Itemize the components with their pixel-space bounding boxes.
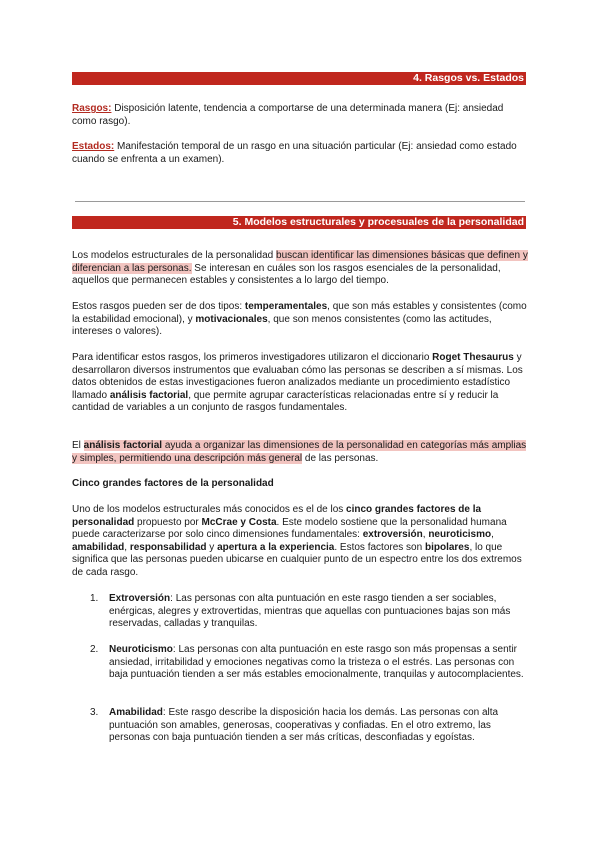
- p1-highlight: buscan identificar las dimensiones básicas que definen y diferencian a las personas.: [72, 250, 528, 274]
- p3-text-end: , que permite agrupar características relacionadas entre sí y reducir la cantidad de variables a un conjunto de rasgos fundamentales.: [72, 389, 499, 414]
- estados-term: Estados:: [72, 141, 115, 152]
- p5-bold-extroversion: extroversión: [362, 529, 423, 541]
- factor-name: Extroversión: [109, 593, 171, 604]
- p2-text-mid: , que son más estables y consistentes (como la estabilidad emocional), y: [72, 301, 527, 325]
- p1-text-end: Se interesan en cuáles son los rasgos esenciales de la personalidad, aquellos que permanecen estables y consistentes a lo largo del tiempo.: [72, 262, 501, 287]
- section-4-heading: 4. Rasgos vs. Estados: [72, 72, 526, 85]
- p5-bold-mccrae: McCrae y Costa: [201, 516, 277, 528]
- p5-text-end: , lo que significa que las personas pueden ubicarse en cualquier punto de un espectro entre los dos extremos de cada rasgo.: [72, 541, 522, 578]
- p5-sep-2: ,: [491, 529, 494, 541]
- p3-bold-roget: Roget Thesaurus: [432, 352, 514, 363]
- rasgos-definition: [72, 103, 528, 128]
- p5-text-4: . Estos factores son: [334, 541, 425, 553]
- list-item-text: [109, 707, 526, 745]
- p5-sep-3: ,: [124, 541, 130, 553]
- p5-sep-4: y: [206, 541, 218, 553]
- factor-description: : Este rasgo describe la disposición hacia los demás. Las personas con alta puntuación son amables, generosas, cooperativas y confiadas. En el otro extremo, las personas con baja puntuación tienden a ser más críticas, desconfiadas y egoístas.: [109, 707, 499, 744]
- list-number: 2.: [90, 644, 99, 655]
- p1-text: Los modelos estructurales de la personalidad: [72, 250, 277, 261]
- p2-bold-motivacionales: motivacionales: [195, 313, 268, 325]
- p2-text: Estos rasgos pueden ser de dos tipos:: [72, 301, 245, 312]
- p2-text-end: , que son menos consistentes (como las actitudes, intereses o valores).: [72, 313, 492, 338]
- estados-definition: [72, 141, 528, 166]
- p5-text: Uno de los modelos estructurales más conocidos es el de los: [72, 504, 347, 515]
- estados-text: Manifestación temporal de un rasgo en una situación particular (Ej: ansiedad como estado cuando se enfrenta a un examen).: [72, 141, 517, 165]
- paragraph-3: [72, 352, 528, 415]
- p5-bold-responsabilidad: responsabilidad: [129, 541, 207, 553]
- list-item-text: [109, 644, 526, 682]
- p5-sep-1: ,: [422, 529, 429, 541]
- p4-bold-analisis: análisis factorial: [83, 440, 163, 451]
- p2-bold-temperamentales: temperamentales: [244, 301, 328, 312]
- p3-bold-analisis: análisis factorial: [109, 389, 189, 401]
- list-item-extroversion: [90, 593, 526, 631]
- p4-text-end: de las personas.: [302, 452, 379, 464]
- rasgos-term: Rasgos:: [72, 103, 112, 114]
- section-5-heading: 5. Modelos estructurales y procesuales de la personalidad: [72, 216, 526, 229]
- p5-bold-neuroticismo: neuroticismo: [428, 529, 492, 541]
- factor-description: : Las personas con alta puntuación en este rasgo tienden a ser sociables, enérgicas, alegres y extrovertidas, mientras que aquellas con puntuaciones bajas son más reservadas, calladas y tranquilas.: [109, 593, 511, 630]
- paragraph-2: [72, 301, 528, 339]
- list-item-amabilidad: [90, 707, 526, 745]
- p4-text: El: [72, 440, 84, 451]
- p5-text-2: propuesto por: [134, 516, 202, 528]
- paragraph-1: [72, 250, 528, 288]
- p5-bold-bipolares: bipolares: [424, 541, 470, 553]
- p5-bold-amabilidad: amabilidad: [72, 541, 125, 553]
- p3-text-mid: y desarrollaron diversos instrumentos que evaluaban cómo las personas se describen a sí mismas. Los datos obtenidos de estas investigaciones fueron analizados mediante un procedimiento estadístico llamado: [72, 352, 523, 401]
- p5-text-3: . Este modelo sostiene que la personalidad humana puede caracterizarse por solo cinco dimensiones fundamentales:: [72, 516, 507, 541]
- rasgos-text: Disposición latente, tendencia a comportarse de una determinada manera (Ej: ansiedad como rasgo).: [72, 103, 504, 127]
- factor-name: Neuroticismo: [109, 644, 173, 655]
- list-item-neuroticismo: [90, 644, 526, 682]
- list-number: 1.: [90, 593, 99, 604]
- factor-name: Amabilidad: [109, 707, 163, 718]
- section-divider: [75, 201, 525, 202]
- p5-bold-apertura: apertura a la experiencia: [217, 541, 335, 553]
- paragraph-4: [72, 440, 528, 465]
- factor-description: : Las personas con alta puntuación en este rasgo son más propensas a sentir ansiedad, irritabilidad y emociones negativas como la tristeza o el estrés. Las personas con baja puntuación tienden a ser más estables emocionalmente, tranquilas y autocomplacientes.: [109, 644, 524, 681]
- p5-bold-cinco: cinco grandes factores de la personalidad: [72, 504, 482, 528]
- subsection-title: Cinco grandes factores de la personalidad: [72, 478, 274, 489]
- p4-highlight: ayuda a organizar las dimensiones de la personalidad en categorías más amplias y simples, permitiendo una descripción más general: [72, 440, 527, 464]
- list-item-text: [109, 593, 526, 631]
- list-number: 3.: [90, 707, 99, 718]
- p3-text: Para identificar estos rasgos, los primeros investigadores utilizaron el diccionario: [72, 352, 433, 363]
- paragraph-5: [72, 504, 528, 580]
